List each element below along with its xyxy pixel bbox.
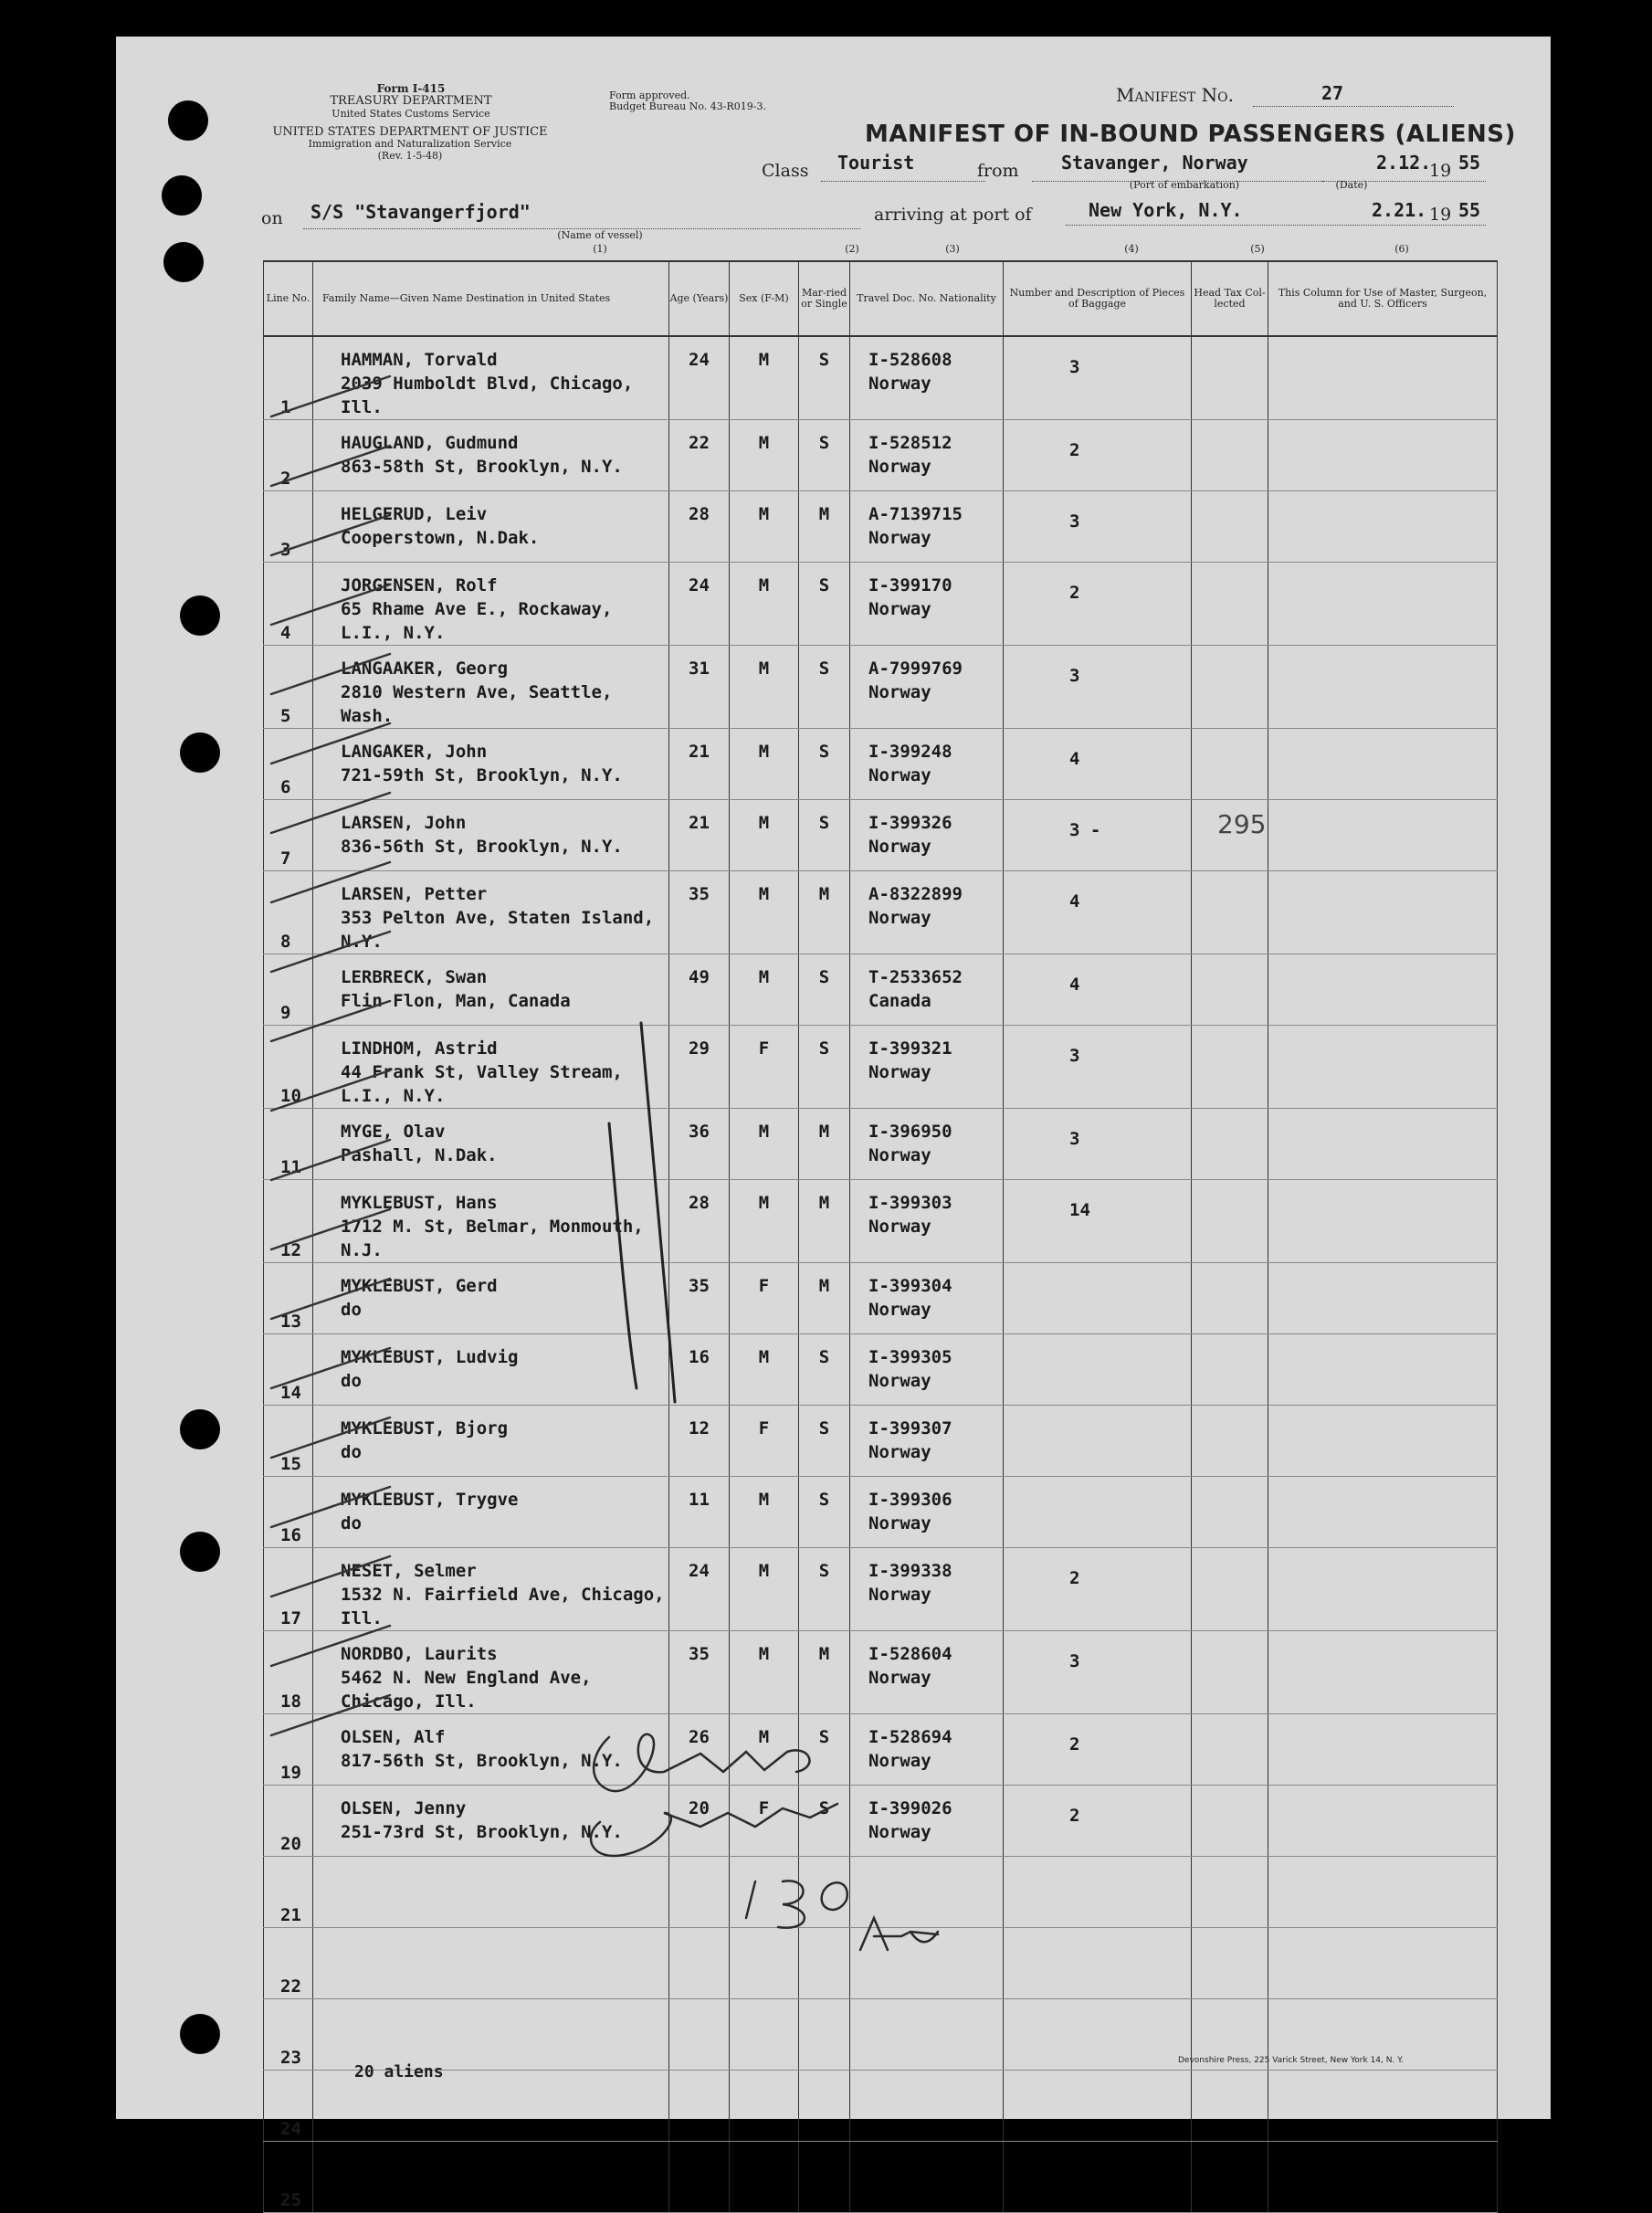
nationality: Norway [868,374,931,394]
nationality: Norway [868,1062,931,1082]
age-value: 22 [689,433,710,453]
travel-doc-number: I-399326 [868,813,952,833]
destination: 721-59th St, Brooklyn, N.Y. [341,765,623,785]
form-approved: Form approved. [609,90,690,101]
aliens-total: 20 aliens [354,2062,444,2081]
customs-label: United States Customs Service [331,108,490,120]
sex-value: M [758,742,770,762]
col-head-tax: Head Tax Col-lected [1192,261,1268,336]
table-row [264,2142,1498,2213]
sex-value: M [758,1644,770,1664]
marital-value: S [818,350,830,370]
form-number: Form I-415 [376,82,446,95]
passenger-name: LINDHOM, Astrid [341,1038,498,1059]
baggage-count: 3 [1069,1129,1080,1149]
nationality: Norway [868,1668,931,1688]
travel-doc-number: I-399026 [868,1798,952,1818]
baggage-count: 2 [1069,440,1080,460]
travel-doc-number: I-399306 [868,1490,952,1510]
baggage-count: 4 [1069,891,1080,912]
head-tax-value: 295 [1217,809,1267,839]
line-number: 15 [264,1406,313,1477]
destination: 863-58th St, Brooklyn, N.Y. [341,457,623,477]
on-label: on [261,208,283,228]
line-number: 19 [264,1714,313,1786]
sex-value: M [758,813,770,833]
marital-value: S [818,967,830,987]
nationality: Norway [868,1751,931,1771]
nationality: Canada [868,991,931,1011]
destination: 65 Rhame Ave E., Rockaway, L.I., N.Y. [341,599,613,643]
sex-value: M [758,1727,770,1747]
travel-doc-number: I-399307 [868,1418,952,1438]
col-sex: Sex (F-M) [730,261,799,336]
line-number: 18 [264,1631,313,1714]
marital-value: M [818,884,830,904]
destination: 44 Frank St, Valley Stream, L.I., N.Y. [341,1062,623,1106]
nationality: Norway [868,1371,931,1391]
age-value: 24 [689,1561,710,1581]
nationality: Norway [868,1217,931,1237]
treasury-label: TREASURY DEPARTMENT [330,94,492,108]
officers-cell [1268,2142,1498,2213]
checkmark [271,793,390,833]
year1-prefix: 19 [1429,161,1452,181]
nationality: Norway [868,1145,931,1165]
baggage-count: 3 [1069,1651,1080,1671]
col-3-marker: (3) [945,243,960,255]
passenger-name: HAMMAN, Torvald [341,350,498,370]
col-5-marker: (5) [1250,243,1265,255]
travel-doc-number: T-2533652 [868,967,963,987]
col-4-marker: (4) [1124,243,1139,255]
line-number: 8 [264,871,313,954]
checkmark [271,1070,390,1111]
sex-value: M [758,575,770,595]
nationality: Norway [868,528,931,548]
col-line-no: Line No. [264,261,313,336]
travel-doc-number: I-396950 [868,1122,952,1142]
travel-doc-number: I-528694 [868,1727,952,1747]
age-value: 11 [689,1490,710,1510]
handwritten-annotations [116,37,1551,2119]
marital-value: M [818,1644,830,1664]
age-value: 49 [689,967,710,987]
age-value: 35 [689,1276,710,1296]
marital-value: S [818,575,830,595]
line-number: 5 [264,646,313,729]
marital-value: S [818,742,830,762]
class-value: Tourist [837,152,915,174]
age-value: 21 [689,813,710,833]
sex-value: M [758,1193,770,1213]
passenger-name: LANGAKER, John [341,742,488,762]
marital-value: S [818,1418,830,1438]
line-number: 16 [264,1477,313,1548]
line-number: 20 [264,1786,313,1857]
from-value: Stavanger, Norway [1061,152,1248,174]
sex-value: F [758,1798,770,1818]
checkmark [271,376,390,416]
line-number: 1 [264,336,313,420]
sex-value: F [758,1038,770,1059]
marital-value: S [818,1561,830,1581]
manifest-sheet [116,37,1551,2210]
line-number: 14 [264,1334,313,1406]
marital-cell [799,2142,850,2213]
col-age: Age (Years) [669,261,730,336]
checkmark [271,1209,390,1249]
checkmark [271,515,390,555]
name-cell [313,2142,669,2213]
budget-bureau: Budget Bureau No. 43-R019-3. [609,100,767,112]
destination: 817-56th St, Brooklyn, N.Y. [341,1751,623,1771]
from-label: from [977,161,1019,181]
col-married: Mar-ried or Single [799,261,850,336]
line-number: 21 [264,1857,313,1928]
passenger-name: LARSEN, Petter [341,884,488,904]
checkmark [271,862,390,902]
age-cell [669,2142,730,2213]
col-travel-doc: Travel Doc. No. Nationality [850,261,1004,336]
marital-value: M [818,504,830,524]
checkmark [271,1417,390,1458]
baggage-count: 3 [1069,357,1080,377]
checkmark [271,932,390,972]
age-value: 12 [689,1418,710,1438]
passenger-name: NESET, Selmer [341,1561,477,1581]
passenger-name: MYKLEBUST, Gerd [341,1276,498,1296]
sex-value: M [758,1490,770,1510]
col-6-marker: (6) [1394,243,1409,255]
line-number: 24 [264,2071,313,2142]
line-number: 25 [264,2142,313,2213]
marital-value: S [818,1798,830,1818]
manifest-no-value: 27 [1321,82,1344,104]
destination: 836-56th St, Brooklyn, N.Y. [341,837,623,857]
nationality: Norway [868,1300,931,1320]
age-value: 24 [689,350,710,370]
travel-doc-number: I-399321 [868,1038,952,1059]
vessel-value: S/S "Stavangerfjord" [310,201,531,223]
checkmark [271,1487,390,1527]
destination: 1532 N. Fairfield Ave, Chicago, Ill. [341,1585,665,1628]
date2-value: 2.21. [1372,199,1427,221]
marital-value: S [818,1490,830,1510]
marital-value: S [818,813,830,833]
travel-doc-number: I-399303 [868,1193,952,1213]
destination: 2039 Humboldt Blvd, Chicago, Ill. [341,374,634,417]
baggage-cell [1004,2142,1192,2213]
checkmark [271,654,390,694]
destination: Cooperstown, N.Dak. [341,528,540,548]
sex-value: F [758,1418,770,1438]
destination: 353 Pelton Ave, Staten Island, N.Y. [341,908,655,952]
col-baggage: Number and Description of Pieces of Baggage [1004,261,1192,336]
year2-value: 55 [1458,199,1481,221]
destination: do [341,1513,362,1533]
line-number: 17 [264,1548,313,1631]
sex-value: F [758,1276,770,1296]
passenger-name: HAUGLAND, Gudmund [341,433,519,453]
col-name: Family Name—Given Name Destination in United States [313,261,669,336]
checkmark [271,1556,390,1597]
passenger-name: OLSEN, Jenny [341,1798,467,1818]
sex-value: M [758,967,770,987]
head-tax-cell [1192,2142,1268,2213]
sex-value: M [758,659,770,679]
line-number: 22 [264,1928,313,1999]
travel-doc-number: A-7999769 [868,659,963,679]
nationality: Norway [868,1442,931,1462]
age-value: 35 [689,884,710,904]
date1-value: 2.12. [1376,152,1432,174]
class-label: Class [762,161,809,181]
revision-label: (Rev. 1-5-48) [377,150,443,162]
vessel-caption: (Name of vessel) [557,229,643,241]
handwritten-line-mark [641,1023,675,1402]
manifest-no-label: Manifest No. [1116,84,1234,106]
travel-doc-number: I-399170 [868,575,952,595]
age-value: 24 [689,575,710,595]
signature-scrawl [594,1734,809,1791]
year1-value: 55 [1458,152,1481,174]
year2-prefix: 19 [1429,205,1452,225]
nationality: Norway [868,837,931,857]
destination: 5462 N. New England Ave, Chicago, Ill. [341,1668,592,1712]
nationality: Norway [868,1585,931,1605]
sex-value: M [758,1347,770,1367]
marital-value: S [818,659,830,679]
sex-value: M [758,350,770,370]
checkmark [271,1001,390,1041]
nationality: Norway [868,1513,931,1533]
passenger-name: MYKLEBUST, Bjorg [341,1418,509,1438]
age-value: 16 [689,1347,710,1367]
passenger-name: LANGAAKER, Georg [341,659,509,679]
marital-value: S [818,1347,830,1367]
sex-value: M [758,1561,770,1581]
col-2-marker: (2) [845,243,859,255]
age-value: 26 [689,1727,710,1747]
baggage-count: 2 [1069,1806,1080,1826]
passenger-name: NORDBO, Laurits [341,1644,498,1664]
passenger-name: MYKLEBUST, Ludvig [341,1347,519,1367]
destination: 1712 M. St, Belmar, Monmouth, N.J. [341,1217,644,1260]
signature-scrawl [591,1804,837,1856]
port-caption: (Port of embarkation) [1129,179,1240,191]
baggage-count: 3 [1069,666,1080,686]
col-officers: This Column for Use of Master, Surgeon, and U. S. Officers [1268,261,1498,336]
travel-doc-number: I-528512 [868,433,952,453]
destination: do [341,1300,362,1320]
line-number: 10 [264,1026,313,1109]
checkmark [271,585,390,625]
nationality: Norway [868,457,931,477]
line-number: 7 [264,800,313,871]
arriving-label: arriving at port of [874,205,1032,225]
line-number: 9 [264,954,313,1026]
baggage-count: 4 [1069,749,1080,769]
baggage-count: 2 [1069,1734,1080,1755]
sex-cell [730,2142,799,2213]
nationality: Norway [868,908,931,928]
ins-label: Immigration and Naturalization Service [308,138,512,150]
travel-doc-number: A-8322899 [868,884,963,904]
travel-doc-number: I-399338 [868,1561,952,1581]
baggage-count: 3 - [1069,820,1101,840]
baggage-count: 4 [1069,975,1080,995]
travel-doc-number: I-528604 [868,1644,952,1664]
travel-doc-number: I-399304 [868,1276,952,1296]
manifest-title: MANIFEST OF IN-BOUND PASSENGERS (ALIENS) [865,121,1516,148]
checkmark [271,1348,390,1388]
marital-value: S [818,1038,830,1059]
passenger-name: JORGENSEN, Rolf [341,575,498,595]
line-number: 12 [264,1180,313,1263]
destination: 251-73rd St, Brooklyn, N.Y. [341,1822,623,1842]
line-number: 6 [264,729,313,800]
destination: do [341,1442,362,1462]
age-value: 28 [689,504,710,524]
passenger-name: MYKLEBUST, Trygve [341,1490,519,1510]
line-number: 11 [264,1109,313,1180]
sex-value: M [758,884,770,904]
marital-value: M [818,1122,830,1142]
passenger-name: MYGE, Olav [341,1122,446,1142]
line-number: 13 [264,1263,313,1334]
travel-doc-number: A-7139715 [868,504,963,524]
sex-value: M [758,504,770,524]
line-number: 4 [264,563,313,646]
nationality: Norway [868,1822,931,1842]
printer-imprint: Devonshire Press, 225 Varick Street, New York 14, N. Y. [1178,2056,1404,2065]
age-value: 31 [689,659,710,679]
destination: Pashall, N.Dak. [341,1145,498,1165]
signature-scrawl [860,1918,938,1950]
signature-scrawl [746,1881,847,1927]
passenger-name: LARSEN, John [341,813,467,833]
marital-value: S [818,1727,830,1747]
col-1-marker: (1) [593,243,607,255]
checkmark [271,446,390,486]
age-value: 35 [689,1644,710,1664]
marital-value: M [818,1276,830,1296]
passenger-name: MYKLEBUST, Hans [341,1193,498,1213]
passenger-name: HELGERUD, Leiv [341,504,488,524]
sex-value: M [758,433,770,453]
baggage-count: 3 [1069,1046,1080,1066]
date-caption: (Date) [1335,179,1368,191]
nationality: Norway [868,599,931,619]
nationality: Norway [868,765,931,785]
doc-cell [850,2142,1004,2213]
arrival-port-value: New York, N.Y. [1089,199,1243,221]
destination: Flin Flon, Man, Canada [341,991,571,1011]
nationality: Norway [868,682,931,702]
passenger-name: OLSEN, Alf [341,1727,446,1747]
sex-value: M [758,1122,770,1142]
checkmark [271,1279,390,1319]
line-number: 2 [264,420,313,491]
travel-doc-number: I-399305 [868,1347,952,1367]
marital-value: M [818,1193,830,1213]
destination: do [341,1371,362,1391]
baggage-count: 3 [1069,511,1080,532]
checkmark [271,1140,390,1180]
line-number: 23 [264,1999,313,2071]
line-number: 3 [264,491,313,563]
age-value: 21 [689,742,710,762]
age-value: 29 [689,1038,710,1059]
destination: 2810 Western Ave, Seattle, Wash. [341,682,613,726]
baggage-count: 2 [1069,1568,1080,1588]
doj-label: UNITED STATES DEPARTMENT OF JUSTICE [272,125,548,139]
marital-value: S [818,433,830,453]
age-value: 36 [689,1122,710,1142]
handwritten-line-mark [609,1123,637,1388]
age-value: 20 [689,1798,710,1818]
checkmark [271,723,390,764]
travel-doc-number: I-528608 [868,350,952,370]
checkmark [271,1626,390,1666]
passenger-name: LERBRECK, Swan [341,967,488,987]
checkmark [271,1695,390,1735]
age-value: 28 [689,1193,710,1213]
baggage-count: 2 [1069,583,1080,603]
travel-doc-number: I-399248 [868,742,952,762]
baggage-count: 14 [1069,1200,1090,1220]
